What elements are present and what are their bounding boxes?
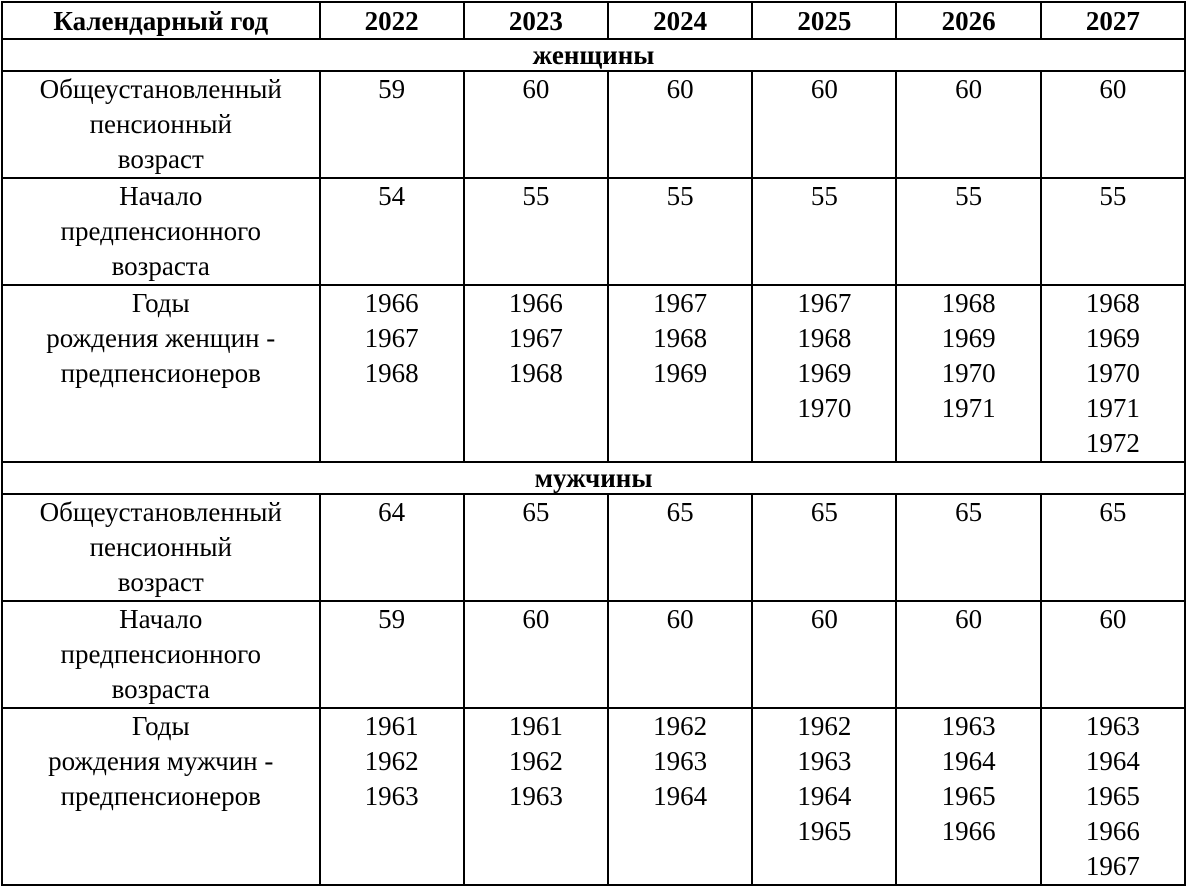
birth-years-cell xyxy=(608,285,752,462)
birth-year: 1965 xyxy=(797,816,852,846)
age-cell: 60 xyxy=(464,601,608,708)
row-label-line: предпенсионеров xyxy=(60,358,261,388)
header-row xyxy=(2,2,1185,39)
birth-year: 1961 xyxy=(508,711,563,741)
birth-year: 1962 xyxy=(653,711,708,741)
age-cell: 55 xyxy=(464,178,608,285)
birth-year: 1970 xyxy=(941,358,996,388)
birth-year: 1970 xyxy=(797,393,852,423)
birth-year: 1967 xyxy=(797,288,852,318)
row-label-line: предпенсионного xyxy=(60,639,261,669)
row-label-line: Начало xyxy=(119,181,203,211)
row-label-line: предпенсионеров xyxy=(60,781,261,811)
birth-year: 1971 xyxy=(1085,393,1140,423)
birth-year: 1967 xyxy=(1085,851,1140,881)
row-label-birth-years xyxy=(2,285,320,462)
birth-year: 1964 xyxy=(1085,746,1140,776)
birth-year: 1968 xyxy=(364,358,419,388)
birth-year: 1967 xyxy=(653,288,708,318)
birth-year: 1968 xyxy=(508,358,563,388)
age-cell: 65 xyxy=(896,494,1040,601)
row-label-line: возраст xyxy=(117,144,204,174)
birth-year: 1965 xyxy=(1085,781,1140,811)
row-label-line: рождения женщин - xyxy=(46,323,276,353)
birth-year: 1967 xyxy=(508,323,563,353)
birth-years-cell xyxy=(752,285,896,462)
age-cell: 65 xyxy=(1041,494,1185,601)
section-title-men: мужчины xyxy=(2,462,1185,494)
header-year: 2024 xyxy=(608,2,752,39)
row-label-birth-years xyxy=(2,708,320,885)
age-cell: 60 xyxy=(752,601,896,708)
age-cell: 65 xyxy=(464,494,608,601)
header-year: 2023 xyxy=(464,2,608,39)
birth-years-cell xyxy=(464,708,608,885)
birth-year: 1968 xyxy=(1085,288,1140,318)
birth-year: 1963 xyxy=(941,711,996,741)
table-row-birth-years-women xyxy=(2,285,1185,462)
birth-year: 1968 xyxy=(941,288,996,318)
section-title-women: женщины xyxy=(2,39,1185,71)
table-row-retirement-age-women xyxy=(2,71,1185,178)
birth-year: 1970 xyxy=(1085,358,1140,388)
birth-year: 1963 xyxy=(508,781,563,811)
row-label-line: Общеустановленный xyxy=(39,497,282,527)
birth-year: 1969 xyxy=(1085,323,1140,353)
birth-years-cell xyxy=(752,708,896,885)
birth-years-cell xyxy=(464,285,608,462)
row-label-line: возраста xyxy=(111,251,210,281)
birth-year: 1966 xyxy=(364,288,419,318)
row-label-line: предпенсионного xyxy=(60,216,261,246)
birth-year: 1966 xyxy=(941,816,996,846)
birth-year: 1968 xyxy=(653,323,708,353)
age-cell: 60 xyxy=(752,71,896,178)
row-label-retirement-age xyxy=(2,71,320,178)
age-cell: 60 xyxy=(608,601,752,708)
row-label-pre-retirement xyxy=(2,601,320,708)
birth-years-cell xyxy=(1041,708,1185,885)
age-cell: 59 xyxy=(320,601,464,708)
table-row-birth-years-men xyxy=(2,708,1185,885)
birth-years-cell xyxy=(320,708,464,885)
birth-years-cell xyxy=(320,285,464,462)
row-label-line: возраста xyxy=(111,674,210,704)
row-label-line: Начало xyxy=(119,604,203,634)
birth-year: 1962 xyxy=(364,746,419,776)
age-cell: 54 xyxy=(320,178,464,285)
age-cell: 60 xyxy=(896,601,1040,708)
birth-year: 1966 xyxy=(1085,816,1140,846)
section-row-men xyxy=(2,462,1185,494)
row-label-line: возраст xyxy=(117,567,204,597)
birth-year: 1968 xyxy=(797,323,852,353)
header-row-label: Календарный год xyxy=(2,2,320,39)
row-label-line: рождения мужчин - xyxy=(48,746,274,776)
birth-year: 1961 xyxy=(364,711,419,741)
age-cell: 55 xyxy=(1041,178,1185,285)
birth-year: 1964 xyxy=(797,781,852,811)
birth-year: 1966 xyxy=(508,288,563,318)
age-cell: 65 xyxy=(752,494,896,601)
table-row-pre-retirement-men xyxy=(2,601,1185,708)
age-cell: 55 xyxy=(896,178,1040,285)
age-cell: 60 xyxy=(464,71,608,178)
pension-age-table xyxy=(1,1,1186,886)
age-cell: 64 xyxy=(320,494,464,601)
birth-year: 1969 xyxy=(653,358,708,388)
birth-year: 1969 xyxy=(797,358,852,388)
birth-year: 1969 xyxy=(941,323,996,353)
age-cell: 60 xyxy=(608,71,752,178)
table-row-pre-retirement-women xyxy=(2,178,1185,285)
header-year: 2022 xyxy=(320,2,464,39)
birth-years-cell xyxy=(608,708,752,885)
age-cell: 60 xyxy=(1041,71,1185,178)
birth-year: 1962 xyxy=(797,711,852,741)
birth-year: 1971 xyxy=(941,393,996,423)
section-row-women xyxy=(2,39,1185,71)
birth-years-cell xyxy=(1041,285,1185,462)
row-label-pre-retirement xyxy=(2,178,320,285)
birth-year: 1965 xyxy=(941,781,996,811)
birth-year: 1964 xyxy=(653,781,708,811)
birth-year: 1967 xyxy=(364,323,419,353)
row-label-line: пенсионный xyxy=(89,109,232,139)
age-cell: 59 xyxy=(320,71,464,178)
age-cell: 65 xyxy=(608,494,752,601)
birth-year: 1962 xyxy=(508,746,563,776)
header-year: 2025 xyxy=(752,2,896,39)
birth-years-cell xyxy=(896,708,1040,885)
age-cell: 55 xyxy=(752,178,896,285)
row-label-line: пенсионный xyxy=(89,532,232,562)
age-cell: 60 xyxy=(896,71,1040,178)
header-year: 2027 xyxy=(1041,2,1185,39)
row-label-line: Общеустановленный xyxy=(39,74,282,104)
birth-year: 1972 xyxy=(1085,428,1140,458)
table-row-retirement-age-men xyxy=(2,494,1185,601)
row-label-line: Годы xyxy=(131,711,190,741)
age-cell: 55 xyxy=(608,178,752,285)
row-label-line: Годы xyxy=(131,288,190,318)
row-label-retirement-age xyxy=(2,494,320,601)
birth-year: 1964 xyxy=(941,746,996,776)
header-year: 2026 xyxy=(896,2,1040,39)
birth-year: 1963 xyxy=(797,746,852,776)
birth-year: 1963 xyxy=(364,781,419,811)
birth-year: 1963 xyxy=(1085,711,1140,741)
birth-years-cell xyxy=(896,285,1040,462)
birth-year: 1963 xyxy=(653,746,708,776)
age-cell: 60 xyxy=(1041,601,1185,708)
